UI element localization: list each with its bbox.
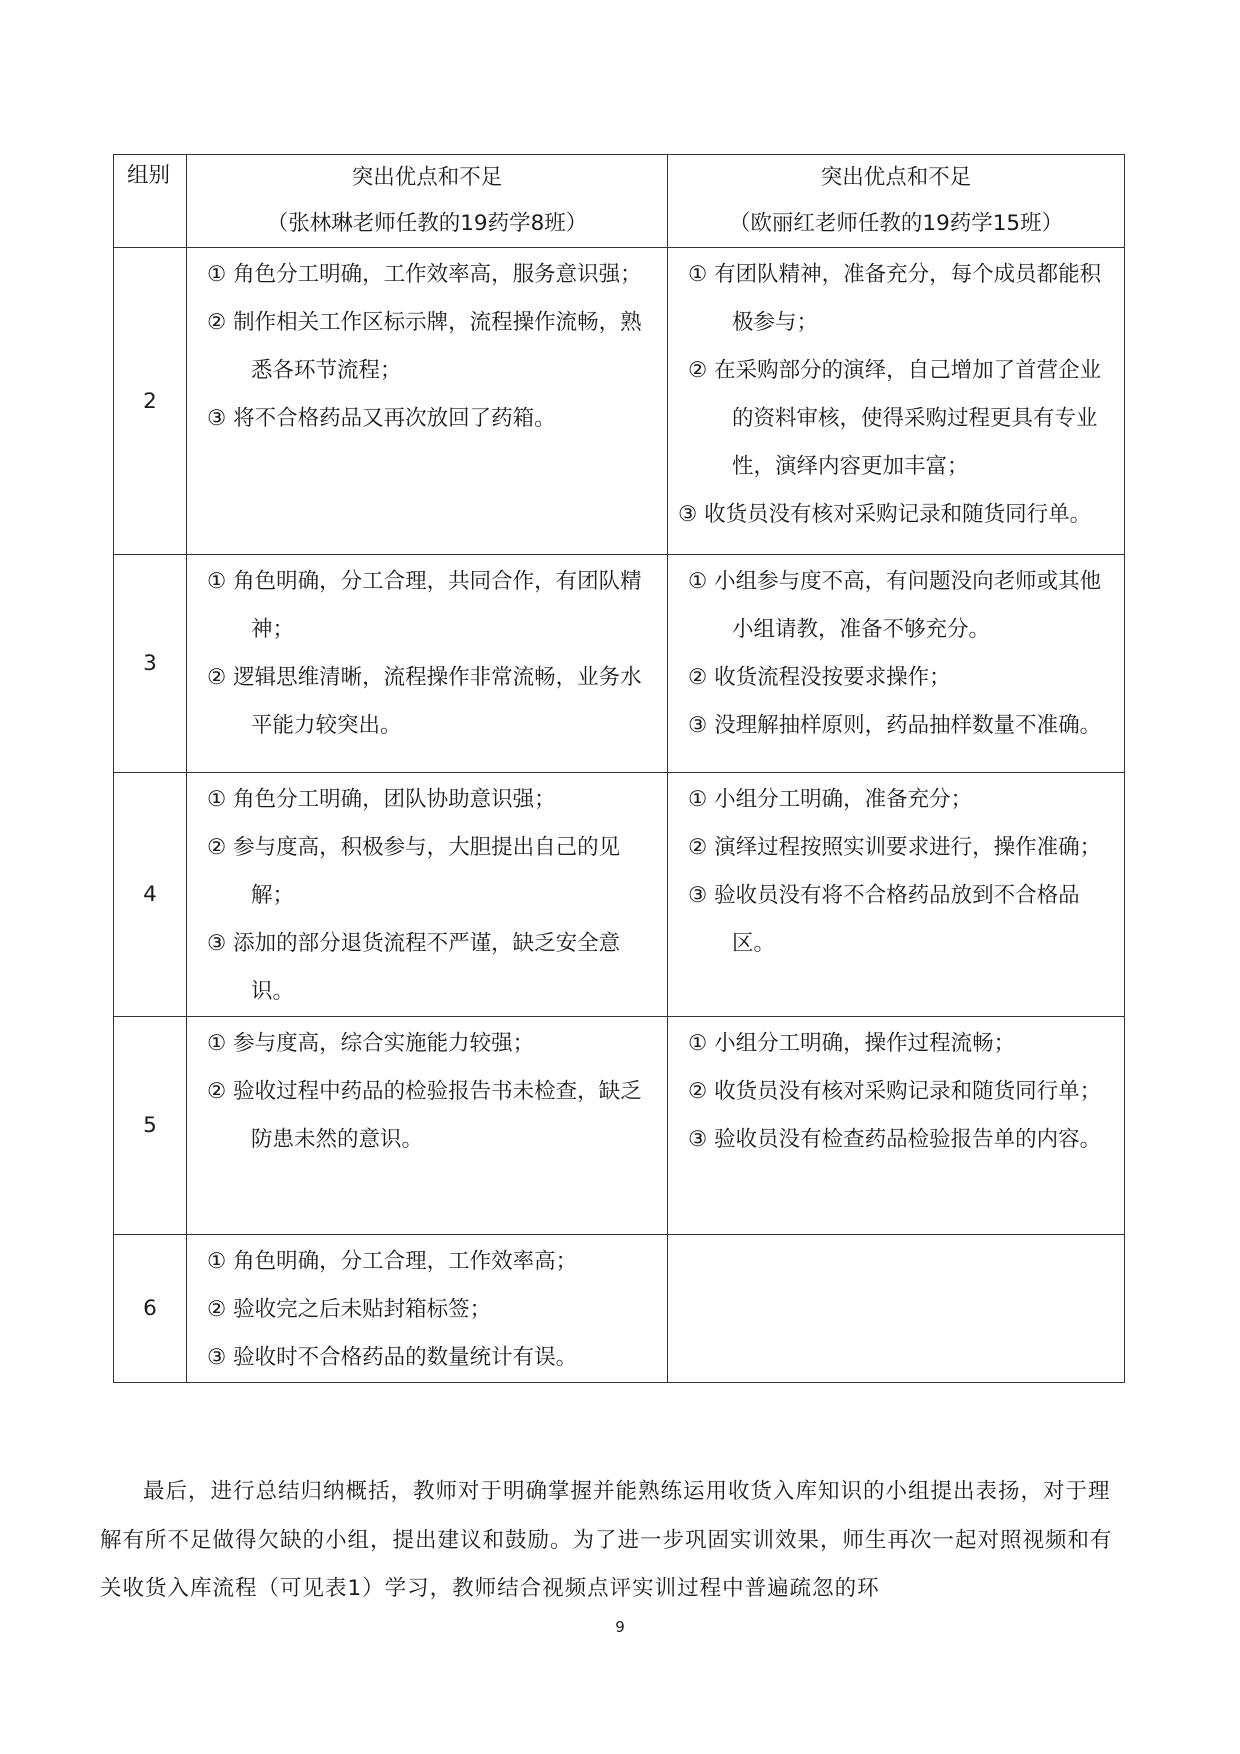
list-item: ③ 验收员没有将不合格药品放到不合格品区。 xyxy=(688,883,1080,956)
list-item: ② 在采购部分的演绎，自己增加了首营企业的资料审核，使得采购过程更具有专业性，演绎内容更加丰富； xyxy=(688,358,1102,479)
list-item: ② 逻辑思维清晰，流程操作非常流畅，业务水平能力较突出。 xyxy=(207,665,642,738)
group-number: 5 xyxy=(114,1017,187,1235)
table-row xyxy=(114,1017,1125,1235)
group-number: 3 xyxy=(114,555,187,773)
list-item: ① 角色分工明确，工作效率高，服务意识强； xyxy=(207,262,642,287)
class8-cell xyxy=(187,555,668,773)
list-item: ③ 验收时不合格药品的数量统计有误。 xyxy=(207,1345,578,1370)
evaluation-table xyxy=(113,154,1125,1383)
list-item: ① 角色明确，分工合理，共同合作，有团队精神； xyxy=(207,569,642,642)
class8-cell xyxy=(187,1235,668,1383)
list-item: ① 角色明确，分工合理，工作效率高； xyxy=(207,1249,578,1274)
list-item: ③ 添加的部分退货流程不严谨，缺乏安全意识。 xyxy=(207,931,621,1004)
list-item: ① 小组分工明确，操作过程流畅； xyxy=(688,1031,1016,1056)
list-item: ① 参与度高，综合实施能力较强； xyxy=(207,1031,535,1056)
list-item: ② 验收完之后未贴封箱标签； xyxy=(207,1297,492,1322)
class8-cell xyxy=(187,1017,668,1235)
table-row xyxy=(114,1235,1125,1383)
list-item: ① 小组参与度不高，有问题没向老师或其他小组请教，准备不够充分。 xyxy=(688,569,1102,642)
class15-cell xyxy=(668,773,1125,1017)
class15-header-subtitle: （欧丽红老师任教的19药学15班） xyxy=(728,211,1064,236)
list-item: ① 有团队精神，准备充分，每个成员都能积极参与； xyxy=(688,262,1102,335)
table-header-row xyxy=(114,155,1125,248)
summary-paragraph xyxy=(100,1468,1130,1614)
class8-column-header xyxy=(187,155,668,248)
group-number: 4 xyxy=(114,773,187,1017)
list-item: ③ 没理解抽样原则，药品抽样数量不准确。 xyxy=(688,713,1102,738)
group-column-header: 组别 xyxy=(114,155,187,248)
list-item: ② 演绎过程按照实训要求进行，操作准确； xyxy=(688,835,1102,860)
table-row xyxy=(114,555,1125,773)
list-item: ② 验收过程中药品的检验报告书未检查，缺乏防患未然的意识。 xyxy=(207,1079,642,1152)
list-item: ② 收货流程没按要求操作； xyxy=(688,665,951,690)
class15-column-header xyxy=(668,155,1125,248)
summary-text: 最后，进行总结归纳概括，教师对于明确掌握并能熟练运用收货入库知识的小组提出表扬，对于理解有所不足做得欠缺的小组，提出建议和鼓励。为了进一步巩固实训效果，师生再次一起对照视频和有关收货入库流程（可见表1）学习，教师结合视频点评实训过程中普遍疏忽的环 xyxy=(100,1479,1113,1601)
class8-cell xyxy=(187,248,668,555)
class8-cell xyxy=(187,773,668,1017)
list-item: ① 小组分工明确，准备充分； xyxy=(688,787,973,812)
list-item: ③ 收货员没有核对采购记录和随货同行单。 xyxy=(678,502,1092,527)
list-item: ② 参与度高，积极参与，大胆提出自己的见解； xyxy=(207,835,621,908)
group-number: 6 xyxy=(114,1235,187,1383)
list-item: ③ 将不合格药品又再次放回了药箱。 xyxy=(207,406,556,431)
list-item: ② 制作相关工作区标示牌，流程操作流畅，熟悉各环节流程； xyxy=(207,310,642,383)
table-row xyxy=(114,773,1125,1017)
table-row xyxy=(114,248,1125,555)
class15-cell xyxy=(668,248,1125,555)
class8-header-subtitle: （张林琳老师任教的19药学8班） xyxy=(266,211,588,236)
page-number: 9 xyxy=(615,1618,625,1636)
list-item: ② 收货员没有核对采购记录和随货同行单； xyxy=(688,1079,1102,1104)
group-number: 2 xyxy=(114,248,187,555)
class15-header-title: 突出优点和不足 xyxy=(820,165,972,190)
list-item: ① 角色分工明确，团队协助意识强； xyxy=(207,787,556,812)
class15-cell xyxy=(668,555,1125,773)
class15-cell xyxy=(668,1235,1125,1383)
class8-header-title: 突出优点和不足 xyxy=(351,165,503,190)
class15-cell xyxy=(668,1017,1125,1235)
list-item: ③ 验收员没有检查药品检验报告单的内容。 xyxy=(688,1127,1102,1152)
